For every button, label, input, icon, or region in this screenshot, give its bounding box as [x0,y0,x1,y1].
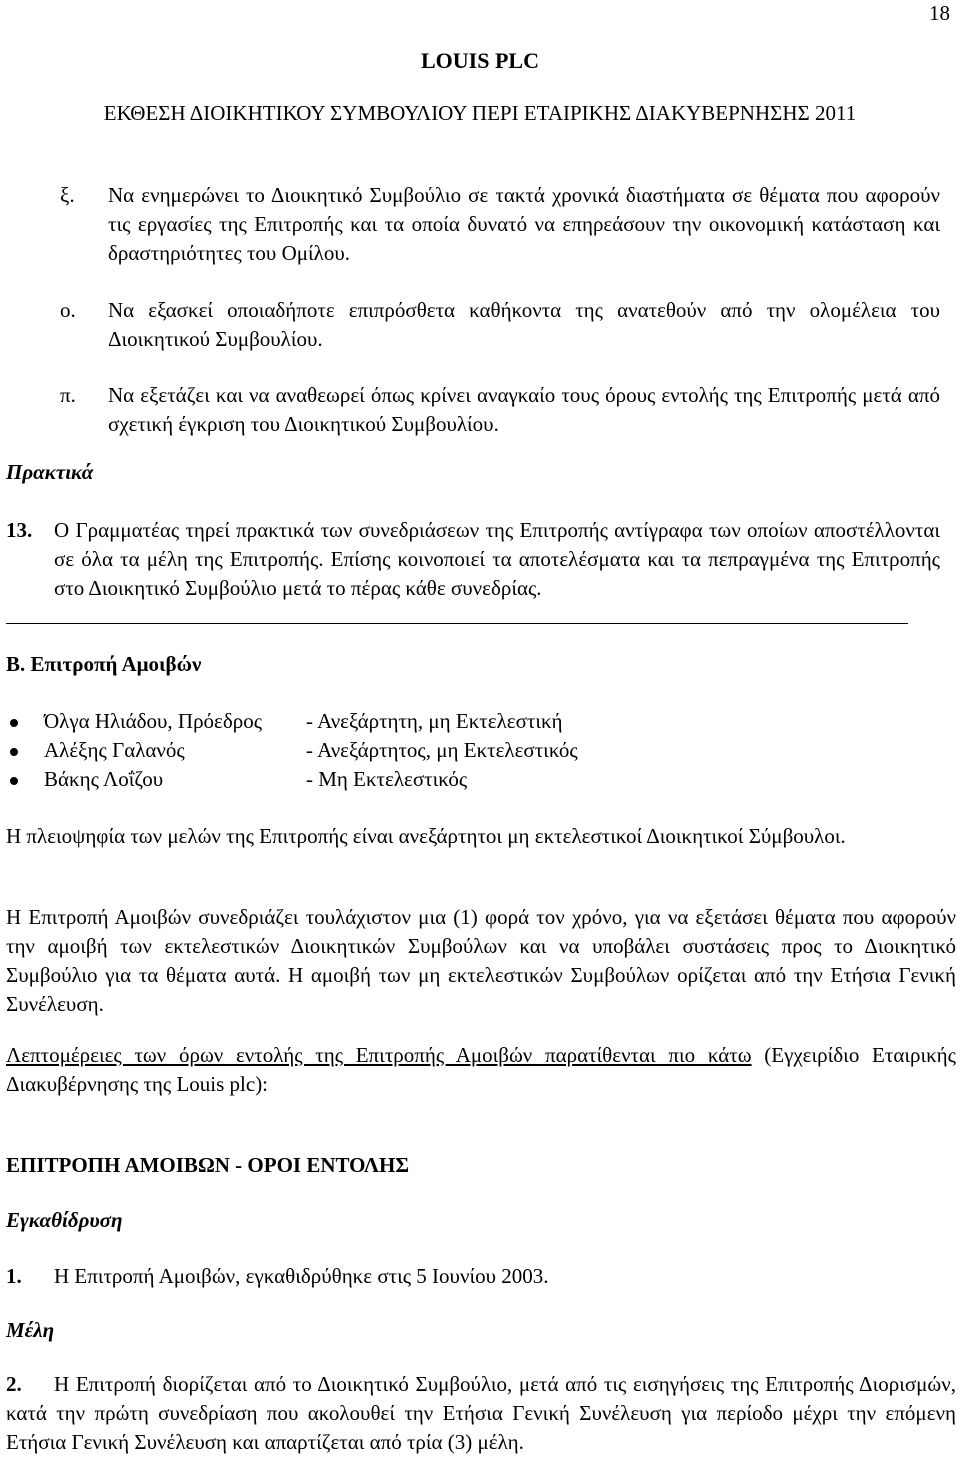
terms-details-link-text: Λεπτομέρειες των όρων εντολής της Επιτροπής Αμοιβών παρατίθενται πιο κάτω [6,1043,752,1067]
terms-of-reference-heading: ΕΠΙΤΡΟΠΗ ΑΜΟΙΒΩΝ - ΟΡΟΙ ΕΝΤΟΛΗΣ [6,1153,410,1177]
report-title: ΕΚΘΕΣΗ ΔΙΟΙΚΗΤΙΚΟΥ ΣΥΜΒΟΥΛΙΟΥ ΠΕΡΙ ΕΤΑΙΡΙΚΗΣ ΔΙΑΚΥΒΕΡΝΗΣΗΣ 2011 [103,101,857,125]
minutes-heading: Πρακτικά [6,460,94,484]
minutes-number: 13. [6,518,33,542]
section-divider [6,623,908,624]
establishment-heading: Εγκαθίδρυση [6,1208,123,1232]
minutes-text: Ο Γραμματέας τηρεί πρακτικά των συνεδριάσεων της Επιτροπής αντίγραφα των οποίων αποστέλλονται σε όλα τα μέλη της Επιτροπής. Επίσης κοινοποιεί τα αποτελέσματα και τα πεπραγμένα της Επιτροπής στο Διοικητικό Συμβούλιο μετά το πέρας κάθε συνεδρίας. [54,518,940,600]
terms-details-rest: (Εγχειρίδιο Εταιρικής Διακυβέρνησης της Louis plc): [6,1043,956,1096]
item-text: Να εξασκεί οποιαδήποτε επιπρόσθετα καθήκοντα της ανατεθούν από την ολομέλεια του Διοικητικού Συμβουλίου. [108,298,940,351]
member-role: - Ανεξάρτητος, μη Εκτελεστικός [306,738,578,762]
member-name: Βάκης Λοΐζου [44,767,164,791]
list-item [60,296,940,354]
list-item [60,381,940,439]
list-item [60,181,940,268]
item-label: ο. [60,298,76,322]
establishment-item [6,1262,940,1291]
company-name: LOUIS PLC [421,48,539,73]
item-number: 2. [6,1372,22,1396]
bullet-icon [10,777,18,785]
member-role: - Μη Εκτελεστικός [306,767,468,791]
item-label: ξ. [60,183,75,207]
bullet-icon [10,748,18,756]
item-label: π. [60,383,76,407]
terms-details-paragraph [6,1041,956,1099]
meetings-paragraph: Η Επιτροπή Αμοιβών συνεδριάζει τουλάχιστον μια (1) φορά τον χρόνο, για να εξετάσει θέματα που αφορούν την αμοιβή των εκτελεστικών Διοικητικών Συμβούλων και να υποβάλει συστάσεις προς το Διοικητικό Συμβούλιο για τα θέματα αυτά. Η αμοιβή των μη εκτελεστικών Συμβούλων ορίζεται από την Ετήσια Γενική Συνέλευση. [6,905,956,1016]
members-item [6,1370,956,1457]
bullet-icon [10,719,18,727]
minutes-paragraph [6,516,940,603]
member-name: Αλέξης Γαλανός [44,738,185,762]
page-number: 18 [929,1,950,25]
item-text: Να εξετάζει και να αναθεωρεί όπως κρίνει αναγκαίο τους όρους εντολής της Επιτροπής μετά από σχετική έγκριση του Διοικητικού Συμβουλίου. [108,383,940,436]
item-number: 1. [6,1264,22,1288]
independence-paragraph: Η πλειοψηφία των μελών της Επιτροπής είναι ανεξάρτητοι μη εκτελεστικοί Διοικητικοί Σύμβουλοι. [6,824,846,848]
item-text: Να ενημερώνει το Διοικητικό Συμβούλιο σε τακτά χρονικά διαστήματα σε θέματα που αφορούν τις εργασίες της Επιτροπής και τα οποία δυνατό να επηρεάσουν την οικονομική κατάσταση και δραστηριότητες του Ομίλου. [108,183,940,265]
member-role: - Ανεξάρτητη, μη Εκτελεστική [306,709,563,733]
item-text: Η Επιτροπή Αμοιβών, εγκαθιδρύθηκε στις 5 Ιουνίου 2003. [54,1264,549,1288]
remuneration-committee-heading: Β. Επιτροπή Αμοιβών [6,652,202,676]
item-text: Η Επιτροπή διορίζεται από το Διοικητικό Συμβούλιο, μετά από τις εισηγήσεις της Επιτροπής Διορισμών, κατά την πρώτη συνεδρίαση που ακολουθεί την Ετήσια Γενική Συνέλευση για περίοδο μέχρι την επόμενη Ετήσια Γενική Συνέλευση και απαρτίζεται από τρία (3) μέλη. [6,1372,956,1454]
members-heading: Μέλη [6,1318,55,1342]
member-name: Όλγα Ηλιάδου, Πρόεδρος [44,709,263,733]
